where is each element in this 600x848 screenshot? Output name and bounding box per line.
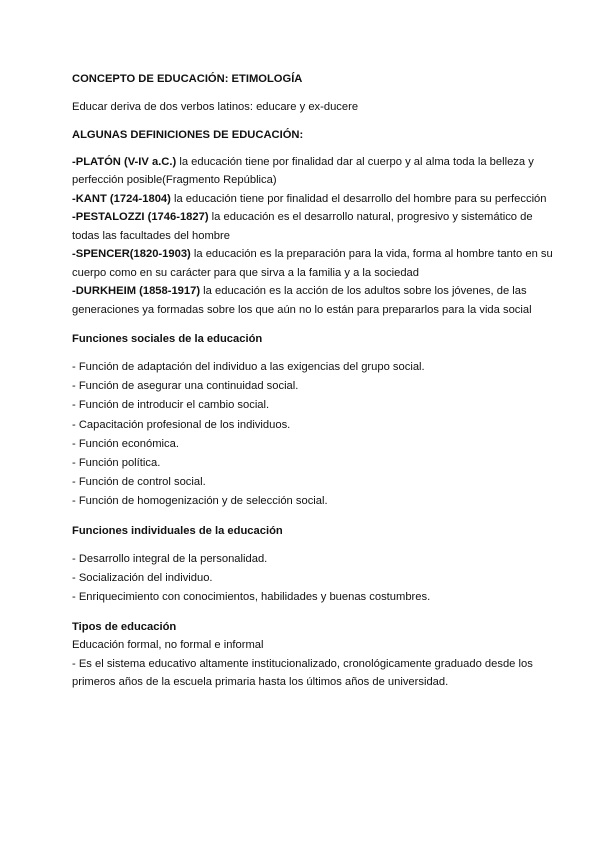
- definition-author: -SPENCER(1820-1903): [72, 248, 191, 260]
- definition-kant: [72, 190, 560, 209]
- definition-text: la educación es el desarrollo natural, progresivo y sistemático de todas las facultades del hombre: [72, 211, 533, 242]
- definitions-heading: ALGUNAS DEFINICIONES DE EDUCACIÓN:: [72, 128, 304, 141]
- etymology-text: Educar deriva de dos verbos latinos: educare y ex-ducere: [72, 101, 359, 113]
- types-text: - Es el sistema educativo altamente institucionalizado, cronológicamente graduado desde los primeros años de la escuela primaria hasta los últimos años de universidad.: [72, 657, 533, 689]
- list-item: - Socialización del individuo.: [72, 571, 213, 584]
- definition-platon: [72, 153, 560, 190]
- list-item: - Enriquecimiento con conocimientos, habilidades y buenas costumbres.: [72, 591, 431, 604]
- document-title: CONCEPTO DE EDUCACIÓN: ETIMOLOGÍA: [72, 73, 303, 85]
- definitions-list: [72, 153, 560, 320]
- types-heading: Tipos de educación: [72, 621, 177, 634]
- definition-text: la educación tiene por finalidad dar al cuerpo y al alma toda la belleza y perfección posible(Fragmento República): [72, 155, 534, 186]
- social-functions-heading: Funciones sociales de la educación: [72, 333, 263, 345]
- definition-text: la educación tiene por finalidad el desarrollo del hombre para su perfección: [170, 192, 547, 205]
- social-functions-list: [72, 358, 560, 512]
- list-item: - Función de asegurar una continuidad social.: [72, 380, 299, 393]
- list-item: - Función política.: [72, 457, 161, 470]
- list-item: - Función de homogenización y de selección social.: [72, 495, 328, 508]
- definition-durkheim: [72, 282, 560, 319]
- individual-functions-heading: Funciones individuales de la educación: [72, 524, 283, 537]
- list-item: - Función de control social.: [72, 476, 206, 489]
- list-item: - Función económica.: [72, 437, 179, 450]
- definition-author: -PLATÓN (V-IV a.C.): [72, 155, 177, 168]
- types-subtitle: Educación formal, no formal e informal: [72, 639, 264, 652]
- definition-spencer: [72, 245, 560, 282]
- definition-author: -KANT (1724-1804): [72, 192, 171, 205]
- definition-text: la educación es la preparación para la vida, forma al hombre tanto en su cuerpo como en su carácter para que sirva a la familia y a la sociedad: [72, 248, 553, 279]
- definition-author: -DURKHEIM (1858-1917): [72, 285, 201, 297]
- definition-author: -PESTALOZZI (1746-1827): [72, 211, 209, 223]
- list-item: - Función de adaptación del individuo a las exigencias del grupo social.: [72, 361, 425, 373]
- list-item: - Función de introducir el cambio social.: [72, 399, 270, 412]
- individual-functions-list: [72, 550, 560, 608]
- definition-pestalozzi: [72, 208, 560, 245]
- list-item: - Desarrollo integral de la personalidad.: [72, 552, 268, 565]
- list-item: - Capacitación profesional de los individuos.: [72, 418, 291, 431]
- definition-text: la educación es la acción de los adultos sobre los jóvenes, de las generaciones ya formadas sobre los que aún no lo están para prepararlos para la vida social: [72, 285, 532, 316]
